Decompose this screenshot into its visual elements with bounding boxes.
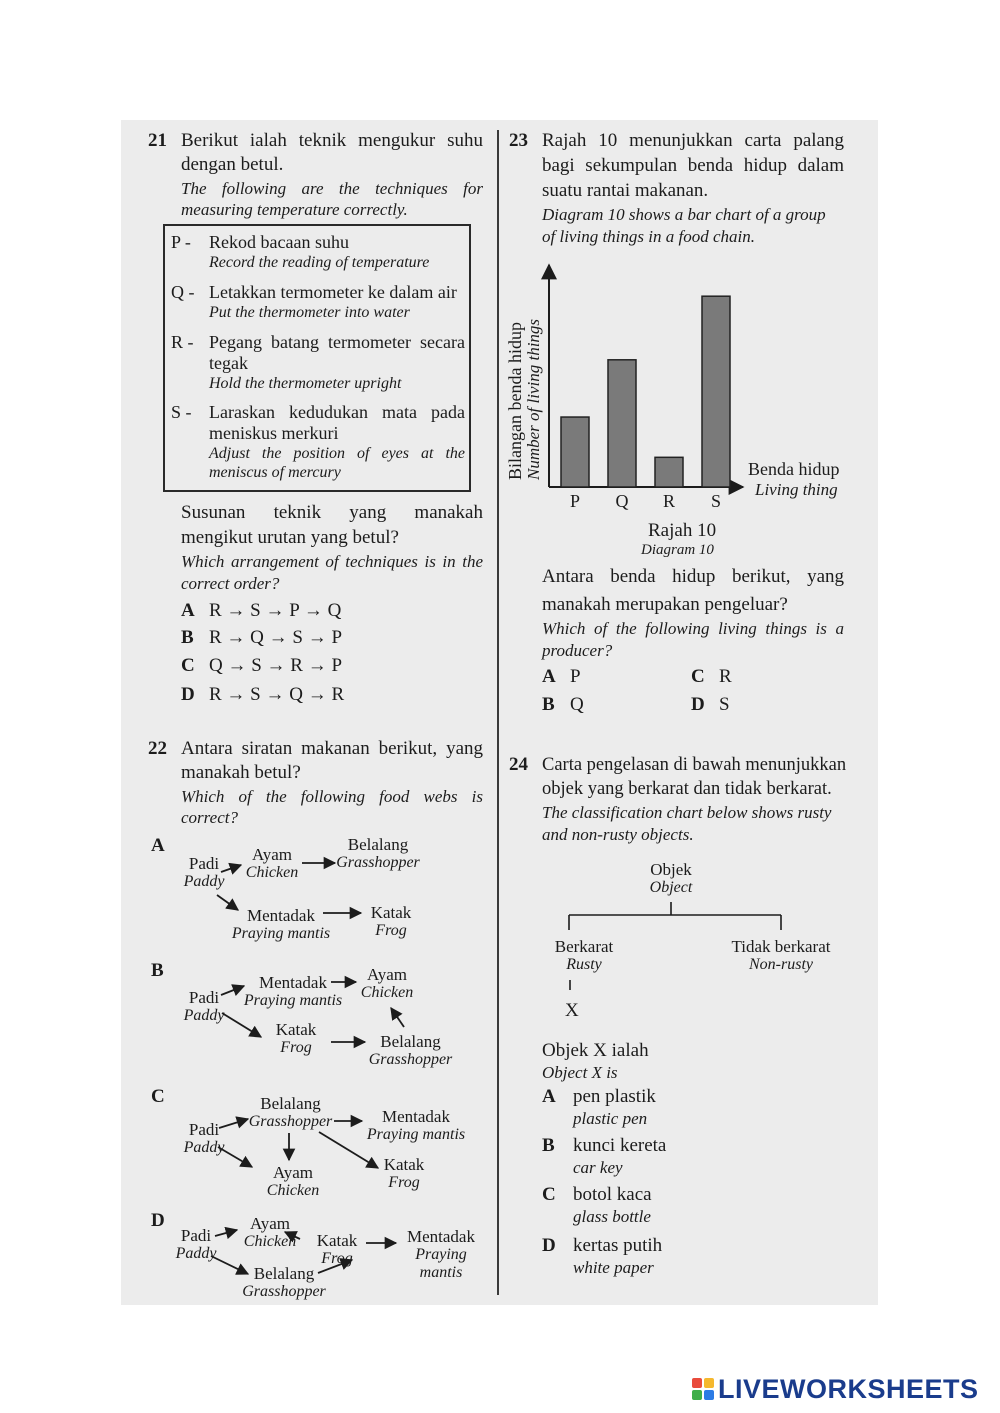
organism-belalang: Belalang Grasshopper [368, 1032, 453, 1068]
question-text-ms: Carta pengelasan di bawah menunjukkan [542, 755, 847, 775]
worksheet-page: 21 Berikut ialah teknik mengukur suhu dengan betul. The following are the techniques for measuring temperature correctly. P - Rekod bacaan suhu Record the reading of temperature Q - Letakkan termometer ke dalam air Put the thermometer into water R - Pegang batang termometer secara tegak Hold the thermometer upright S - Laraskan kedudukan mata pada meniskus merkuri Adjust the position of eyes at the meniscus of mercury Susunan teknik yang manakah mengikut urutan yang betul? Which arrangement of techniques is in the correct order? A R → S → P → Q B R → Q → S → P C Q → S → R → P D R → S → Q → R 22 Antara siratan makanan berikut, yang manakah betul? Which of the following food webs is correct? A Padi Paddy Ayam Chicken Belalang Grasshopper Mentadak Praying mantis Katak Frog B Padi Paddy Mentadak Praying mantis Ayam Chicken Katak Frog Belalang Grasshopper C Padi Paddy Belalang Grasshopper Mentadak Praying mantis Ayam Chicken Katak Frog D Padi Paddy Ayam Chicken Katak Frog Mentadak Praying mantis Belalang Grasshopper 23 Rajah 10 menunjukkan carta palang bagi sekumpulan benda hidup dalam suatu rantai makanan. Diagram 10 shows a bar chart of a group of living things in a food chain. P Q R S Bilangan benda hidup Number of living things Benda hidup Living thing Rajah 10 Diagram 10 Antara benda hidup berikut, yang manakah merupakan pengeluar? Which of the following living things is a producer? A P B Q C R D S 24 Carta pengelasan di bawah menunjukkan objek yang berkarat dan tidak berkarat. The classification chart below shows rusty and non-rusty objects. Objek Object Berkarat Rusty Tidak berkarat Non-rusty X Objek X ialah Object X is A pen plastik plastic pen B kunci kereta car key C botol kaca glass bottle D kertas putih white paper [121, 120, 878, 1305]
x-tick-label: Q [615, 491, 629, 511]
x-tick-label: P [569, 491, 581, 511]
option-b[interactable]: B R → Q → S → P [181, 627, 343, 648]
question-text-ms: dengan betul. [181, 154, 284, 175]
option-d[interactable]: D S [691, 694, 730, 715]
question-text-ms: suatu rantai makanan. [542, 180, 709, 201]
question-number: 24 [509, 754, 528, 775]
classification-rusty: Berkarat Rusty [554, 937, 614, 973]
x-tick-label: S [710, 491, 722, 511]
x-tick-label: R [662, 491, 676, 511]
step-text-ms: Rekod bacaan suhu [209, 232, 349, 252]
question-text-ms: Rajah 10 menunjukkan carta palang [542, 130, 844, 151]
question-text-en: correct? [181, 808, 238, 827]
option-c[interactable]: C Q → S → R → P [181, 655, 343, 676]
step-text-ms: Laraskan kedudukan mata pada [209, 402, 465, 422]
liveworksheets-logo[interactable] [692, 1372, 979, 1406]
step-text-en: Hold the thermometer upright [209, 375, 402, 392]
organism-mentadak: Mentadak Praying mantis [366, 1107, 466, 1143]
y-axis-label-en: Number of living things [524, 318, 543, 480]
diagram-caption-en: Diagram 10 [641, 542, 714, 558]
question-text-en: The classification chart below shows rusty [542, 803, 832, 822]
organism-ayam: Ayam Chicken [243, 1214, 297, 1250]
question-text-ms: manakah betul? [181, 762, 301, 783]
organism-mentadak: Mentadak Praying mantis [407, 1227, 475, 1281]
organism-ayam: Ayam Chicken [245, 845, 299, 881]
option-b[interactable]: B Q [542, 694, 584, 715]
organism-katak: Katak Frog [383, 1155, 425, 1191]
step-text-en: Record the reading of temperature [209, 254, 430, 271]
food-web-label[interactable]: A [151, 835, 165, 856]
question-text-en: of living things in a food chain. [542, 227, 755, 246]
organism-padi: Padi Paddy [175, 1226, 217, 1262]
step-text-en: Put the thermometer into water [209, 304, 410, 321]
question-text-ms: Antara siratan makanan berikut, yang [181, 738, 483, 759]
organism-padi: Padi Paddy [183, 854, 225, 890]
question-prompt-ms: Susunan teknik yang manakah [181, 502, 483, 523]
step-letter: R - [171, 332, 194, 352]
y-axis-label-ms: Bilangan benda hidup [505, 322, 525, 480]
step-text-ms: tegak [209, 353, 248, 373]
question-text-ms: Berikut ialah teknik mengukur suhu [181, 130, 483, 151]
question-text-en: Which of the following food webs is [181, 787, 483, 806]
question-text-ms: bagi sekumpulan benda hidup dalam [542, 155, 844, 176]
option-a[interactable]: A P [542, 666, 581, 687]
question-text-en: measuring temperature correctly. [181, 200, 408, 219]
question-prompt-ms: manakah merupakan pengeluar? [542, 594, 788, 615]
food-web-label[interactable]: B [151, 960, 164, 981]
food-web-label[interactable]: D [151, 1210, 165, 1231]
classification-root: Objek Object [649, 860, 693, 896]
option-d[interactable]: D R → S → Q → R [181, 684, 345, 705]
question-number: 22 [148, 738, 167, 759]
step-text-en: Adjust the position of eyes at the [209, 445, 465, 462]
step-text-en: meniscus of mercury [209, 464, 341, 481]
question-number: 23 [509, 130, 528, 151]
question-prompt-en: correct order? [181, 574, 280, 593]
option-a[interactable]: A R → S → P → Q [181, 600, 342, 621]
organism-padi: Padi Paddy [183, 988, 225, 1024]
classification-x: X [565, 1000, 579, 1021]
question-text-en: The following are the techniques for [181, 179, 483, 198]
organism-ayam: Ayam Chicken [360, 965, 414, 1001]
step-text-ms: Letakkan termometer ke dalam air [209, 282, 457, 302]
step-text-ms: meniskus merkuri [209, 423, 339, 443]
question-prompt-en: producer? [542, 641, 613, 660]
question-prompt-en: Which of the following living things is a [542, 619, 844, 638]
option-c[interactable]: C R [691, 666, 732, 687]
organism-mentadak: Mentadak Praying mantis [231, 906, 331, 942]
logo-mark-icon [692, 1378, 714, 1400]
classification-non-rusty: Tidak berkarat Non-rusty [731, 937, 831, 973]
organism-belalang: Belalang Grasshopper [248, 1094, 333, 1130]
organism-katak: Katak Frog [370, 903, 412, 939]
food-web-label[interactable]: C [151, 1086, 165, 1107]
organism-padi: Padi Paddy [183, 1120, 225, 1156]
step-text-ms: Pegang batang termometer secara [209, 332, 465, 352]
x-axis-label-en: Living thing [755, 480, 838, 499]
question-prompt-en: Which arrangement of techniques is in the [181, 552, 483, 571]
organism-ayam: Ayam Chicken [266, 1163, 320, 1199]
step-letter: Q - [171, 282, 195, 302]
organism-katak: Katak Frog [316, 1231, 358, 1267]
logo-text: LIVEWORKSHEETS [718, 1373, 979, 1404]
question-prompt-en: Object X is [542, 1063, 618, 1082]
question-number: 21 [148, 130, 167, 151]
question-prompt-ms: mengikut urutan yang betul? [181, 527, 399, 548]
organism-belalang: Belalang Grasshopper [336, 835, 420, 871]
question-text-ms: objek yang berkarat dan tidak berkarat. [542, 779, 832, 799]
question-prompt-ms: Antara benda hidup berikut, yang [542, 566, 844, 587]
organism-belalang: Belalang Grasshopper [242, 1264, 326, 1300]
question-prompt-ms: Objek X ialah [542, 1040, 649, 1061]
x-axis-label-ms: Benda hidup [748, 459, 840, 479]
question-text-en: Diagram 10 shows a bar chart of a group [542, 205, 826, 224]
question-text-en: and non-rusty objects. [542, 825, 694, 844]
step-letter: P - [171, 232, 191, 252]
diagram-caption-ms: Rajah 10 [648, 520, 717, 541]
organism-katak: Katak Frog [275, 1020, 317, 1056]
organism-mentadak: Mentadak Praying mantis [243, 973, 343, 1009]
step-letter: S - [171, 402, 192, 422]
